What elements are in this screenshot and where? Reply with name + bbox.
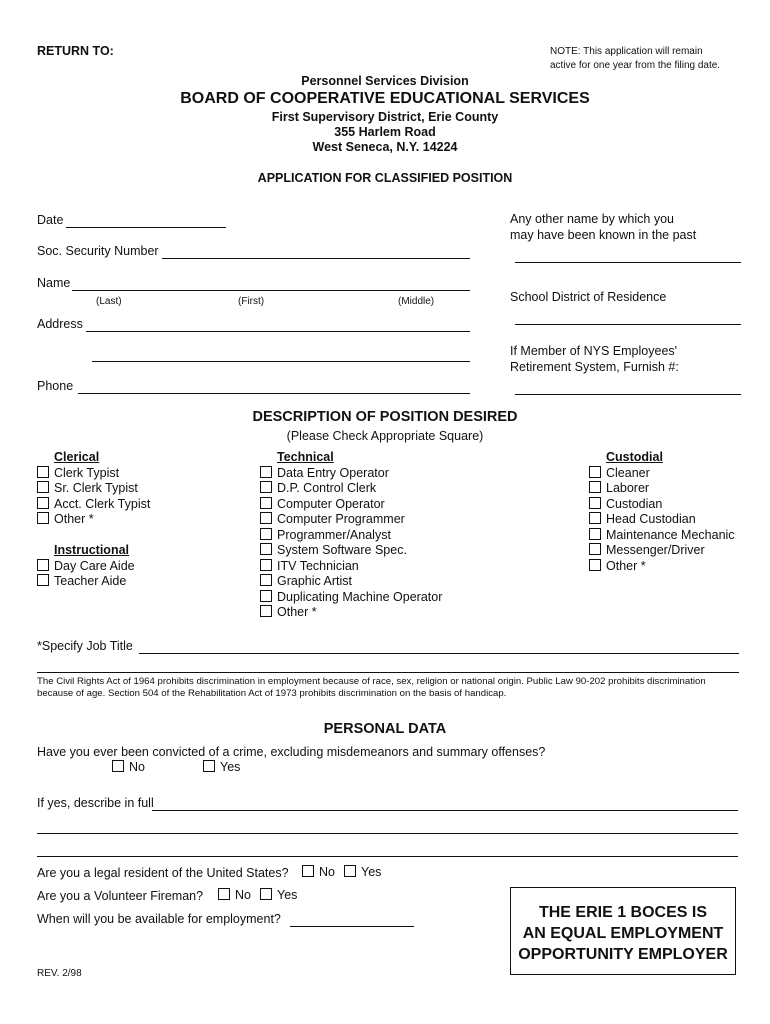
convicted-no-option[interactable]: No <box>112 760 145 776</box>
describe-field-1[interactable] <box>152 810 738 811</box>
other-name-field[interactable] <box>515 262 741 263</box>
equal-opportunity-box <box>510 887 736 975</box>
checkbox[interactable] <box>344 865 356 877</box>
checkbox[interactable] <box>37 574 49 586</box>
date-field[interactable] <box>66 227 226 228</box>
checkbox[interactable] <box>37 497 49 509</box>
eeo-line-1: THE ERIE 1 BOCES IS <box>538 904 708 921</box>
option-head-custodian[interactable]: Head Custodian <box>589 512 735 528</box>
checkbox[interactable] <box>260 590 272 602</box>
fireman-no-option[interactable]: No <box>218 888 251 904</box>
instructional-group <box>37 543 135 590</box>
address-field-2[interactable] <box>92 361 470 362</box>
date-label: Date <box>37 213 64 227</box>
checkbox[interactable] <box>302 865 314 877</box>
civil-rights-line-2: because of age. Section 504 of the Rehabilitation Act of 1973 prohibits discrimination on the basis of handicap. <box>37 688 507 699</box>
note-line-2: active for one year from the filing date. <box>550 60 721 71</box>
revision-label: REV. 2/98 <box>37 968 82 979</box>
phone-field[interactable] <box>78 393 470 394</box>
option-maintenance-mechanic[interactable]: Maintenance Mechanic <box>589 528 735 544</box>
street-line: 355 Harlem Road <box>334 125 436 139</box>
option-technical-other[interactable]: Other * <box>260 605 442 621</box>
civil-rights-line-1: The Civil Rights Act of 1964 prohibits discrimination in employment because of race, sex, religion or national origin. Public Law 90-202 prohibits discrimination <box>37 676 706 687</box>
available-date-field[interactable] <box>290 926 414 927</box>
option-clerical-other[interactable]: Other * <box>37 512 150 528</box>
option-custodian[interactable]: Custodian <box>589 497 735 513</box>
checkbox[interactable] <box>260 574 272 586</box>
checkbox[interactable] <box>589 481 601 493</box>
nys-retirement-field[interactable] <box>515 394 741 395</box>
position-heading: DESCRIPTION OF POSITION DESIRED <box>252 409 518 425</box>
ssn-label: Soc. Security Number <box>37 244 159 258</box>
clerical-group <box>37 450 150 528</box>
ssn-field[interactable] <box>162 258 470 259</box>
option-graphic-artist[interactable]: Graphic Artist <box>260 574 442 590</box>
checkbox[interactable] <box>37 481 49 493</box>
other-name-label-2: may have been known in the past <box>510 228 697 242</box>
checkbox[interactable] <box>260 497 272 509</box>
position-subheading: (Please Check Appropriate Square) <box>286 429 484 443</box>
district-line: First Supervisory District, Erie County <box>271 110 499 124</box>
checkbox[interactable] <box>37 466 49 478</box>
eeo-line-2: AN EQUAL EMPLOYMENT <box>522 925 724 942</box>
technical-group <box>260 450 442 621</box>
option-dp-control-clerk[interactable]: D.P. Control Clerk <box>260 481 442 497</box>
custodial-group <box>589 450 735 574</box>
checkbox[interactable] <box>260 528 272 540</box>
checkbox[interactable] <box>112 760 124 772</box>
describe-field-3[interactable] <box>37 856 738 857</box>
checkbox[interactable] <box>260 605 272 617</box>
org-title: BOARD OF COOPERATIVE EDUCATIONAL SERVICES <box>180 90 590 107</box>
checkbox[interactable] <box>589 466 601 478</box>
describe-field-2[interactable] <box>37 833 738 834</box>
name-label: Name <box>37 276 71 290</box>
job-title-field-1[interactable] <box>139 653 739 654</box>
personal-data-heading: PERSONAL DATA <box>323 721 447 737</box>
checkbox[interactable] <box>589 543 601 555</box>
option-teacher-aide[interactable]: Teacher Aide <box>37 574 135 590</box>
checkbox[interactable] <box>589 559 601 571</box>
fireman-yes-option[interactable]: Yes <box>260 888 297 904</box>
fireman-question: Are you a Volunteer Fireman? <box>37 889 204 903</box>
form-title: APPLICATION FOR CLASSIFIED POSITION <box>257 171 513 185</box>
custodial-title: Custodial <box>606 450 663 464</box>
clerical-title: Clerical <box>54 450 100 464</box>
option-system-software-spec[interactable]: System Software Spec. <box>260 543 442 559</box>
instructional-title: Instructional <box>54 543 130 557</box>
checkbox[interactable] <box>260 512 272 524</box>
checkbox[interactable] <box>260 543 272 555</box>
checkbox[interactable] <box>589 497 601 509</box>
checkbox[interactable] <box>37 512 49 524</box>
nys-label-1: If Member of NYS Employees' <box>510 344 678 358</box>
option-messenger-driver[interactable]: Messenger/Driver <box>589 543 735 559</box>
other-name-label-1: Any other name by which you <box>510 212 674 226</box>
note-line-1: NOTE: This application will remain <box>550 46 703 57</box>
checkbox[interactable] <box>260 466 272 478</box>
option-programmer-analyst[interactable]: Programmer/Analyst <box>260 528 442 544</box>
eeo-line-3: OPPORTUNITY EMPLOYER <box>518 946 728 963</box>
checkbox[interactable] <box>589 512 601 524</box>
option-acct-clerk-typist[interactable]: Acct. Clerk Typist <box>37 497 150 513</box>
specify-job-title-label: *Specify Job Title <box>37 639 133 653</box>
convicted-yes-option[interactable]: Yes <box>203 760 240 776</box>
available-question: When will you be available for employment? <box>37 912 281 926</box>
address-field-1[interactable] <box>86 331 470 332</box>
address-label: Address <box>37 317 83 331</box>
option-sr-clerk-typist[interactable]: Sr. Clerk Typist <box>37 481 150 497</box>
option-data-entry-operator[interactable]: Data Entry Operator <box>260 466 442 482</box>
resident-question: Are you a legal resident of the United States? <box>37 866 289 880</box>
school-district-field[interactable] <box>515 324 741 325</box>
convicted-question: Have you ever been convicted of a crime, excluding misdemeanors and summary offenses? <box>37 745 546 759</box>
checkbox[interactable] <box>218 888 230 900</box>
name-first-hint: (First) <box>238 296 265 307</box>
option-custodial-other[interactable]: Other * <box>589 559 735 575</box>
division-title: Personnel Services Division <box>301 74 469 88</box>
resident-yes-option[interactable]: Yes <box>344 865 381 881</box>
checkbox[interactable] <box>260 888 272 900</box>
city-line: West Seneca, N.Y. 14224 <box>312 140 458 154</box>
job-title-field-2[interactable] <box>37 672 739 673</box>
checkbox[interactable] <box>203 760 215 772</box>
school-district-label: School District of Residence <box>510 290 667 304</box>
civil-rights-notice <box>37 676 706 700</box>
return-to-label: RETURN TO: <box>37 44 114 58</box>
option-laborer[interactable]: Laborer <box>589 481 735 497</box>
describe-label: If yes, describe in full <box>37 796 154 810</box>
checkbox[interactable] <box>260 481 272 493</box>
checkbox[interactable] <box>589 528 601 540</box>
resident-no-option[interactable]: No <box>302 865 335 881</box>
option-day-care-aide[interactable]: Day Care Aide <box>37 559 135 575</box>
option-computer-operator[interactable]: Computer Operator <box>260 497 442 513</box>
option-computer-programmer[interactable]: Computer Programmer <box>260 512 442 528</box>
name-last-hint: (Last) <box>96 296 122 307</box>
option-cleaner[interactable]: Cleaner <box>589 466 735 482</box>
name-field[interactable] <box>72 290 470 291</box>
technical-title: Technical <box>277 450 334 464</box>
checkbox[interactable] <box>37 559 49 571</box>
option-duplicating-machine-operator[interactable]: Duplicating Machine Operator <box>260 590 442 606</box>
checkbox[interactable] <box>260 559 272 571</box>
option-itv-technician[interactable]: ITV Technician <box>260 559 442 575</box>
option-clerk-typist[interactable]: Clerk Typist <box>37 466 150 482</box>
name-middle-hint: (Middle) <box>398 296 435 307</box>
phone-label: Phone <box>37 379 74 393</box>
nys-label-2: Retirement System, Furnish #: <box>510 360 679 374</box>
